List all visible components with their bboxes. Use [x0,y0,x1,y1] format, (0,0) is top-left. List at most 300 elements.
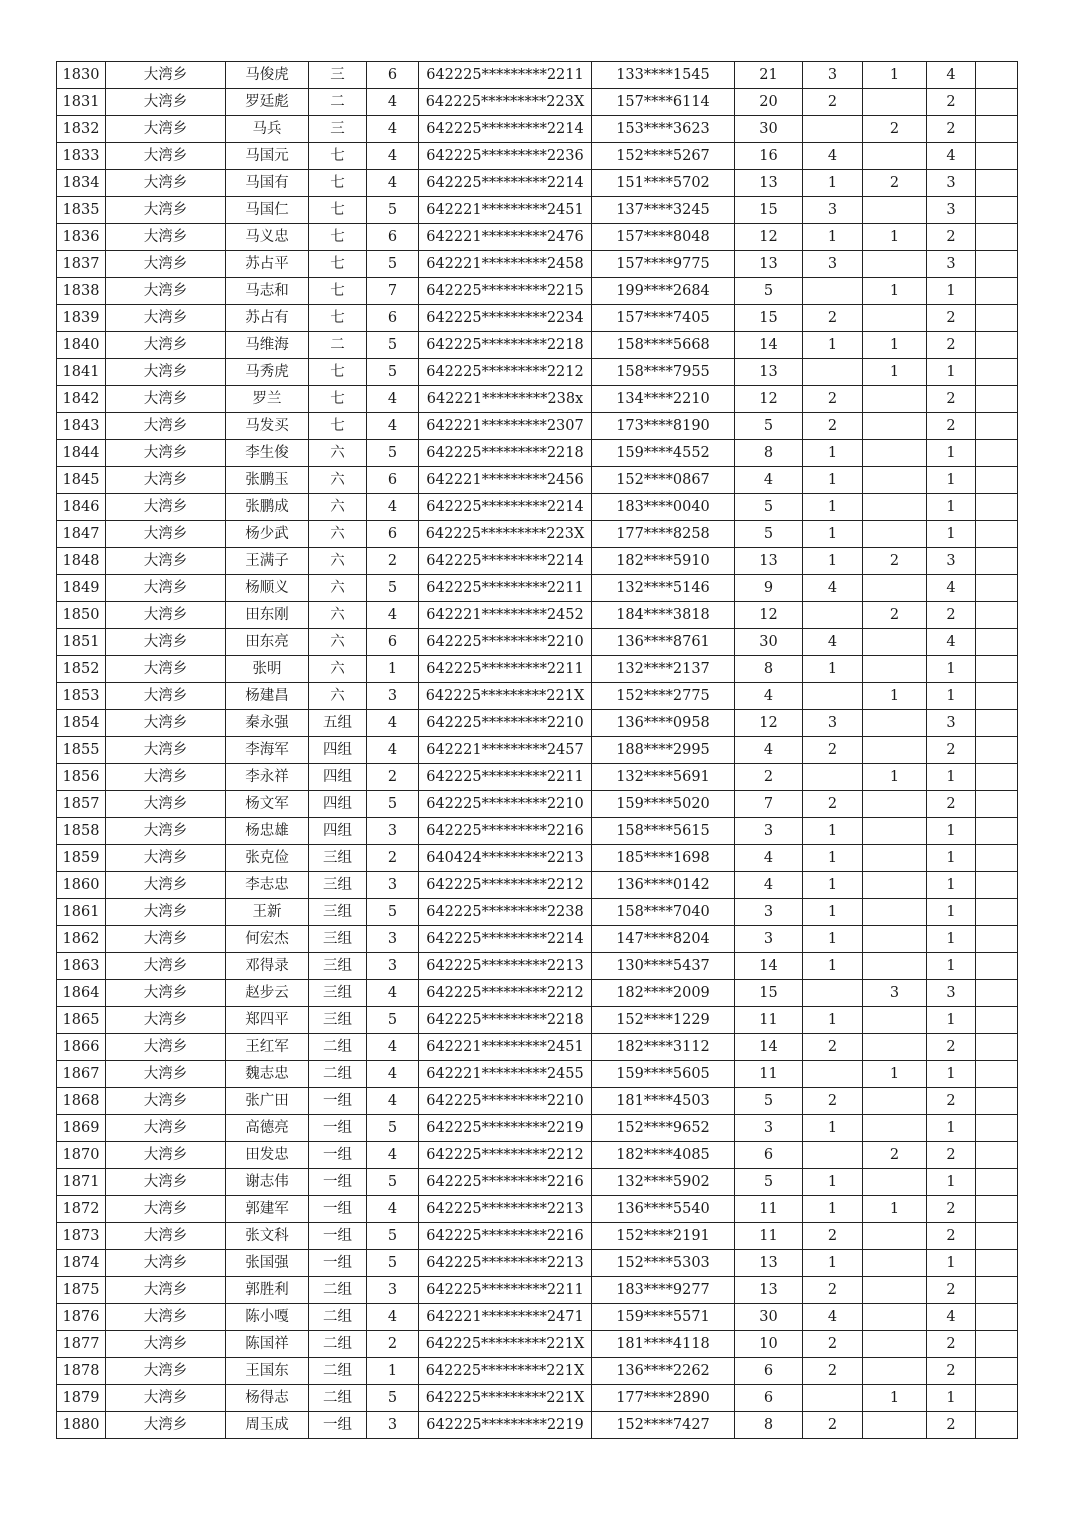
value4-cell: 4 [927,575,976,602]
name-cell: 田东刚 [226,602,309,629]
table-row [57,386,1018,413]
members-cell: 3 [367,926,419,953]
value4-cell: 2 [927,602,976,629]
id-number-cell: 642225*********2214 [419,170,592,197]
value2-cell [803,980,863,1007]
name-cell: 郭胜利 [226,1277,309,1304]
group-cell: 六 [309,656,367,683]
value2-cell: 1 [803,953,863,980]
township-cell: 大湾乡 [106,1007,226,1034]
phone-cell: 159****5020 [592,791,735,818]
group-cell: 六 [309,467,367,494]
township-cell: 大湾乡 [106,845,226,872]
value4-cell: 1 [927,359,976,386]
phone-cell: 158****7955 [592,359,735,386]
id-number-cell: 642225*********2214 [419,494,592,521]
table-row [57,980,1018,1007]
value3-cell [863,1169,927,1196]
value1-cell: 3 [735,1115,803,1142]
value2-cell: 1 [803,926,863,953]
table-row [57,278,1018,305]
row-number-cell: 1833 [57,143,106,170]
value1-cell: 9 [735,575,803,602]
group-cell: 三 [309,62,367,89]
township-cell: 大湾乡 [106,62,226,89]
value5-cell [976,332,1018,359]
value2-cell [803,278,863,305]
township-cell: 大湾乡 [106,980,226,1007]
value5-cell [976,1223,1018,1250]
row-number-cell: 1854 [57,710,106,737]
phone-cell: 158****5668 [592,332,735,359]
value1-cell: 15 [735,980,803,1007]
table-row [57,575,1018,602]
table-row [57,953,1018,980]
value2-cell: 1 [803,521,863,548]
value4-cell: 1 [927,656,976,683]
members-cell: 3 [367,683,419,710]
group-cell: 七 [309,359,367,386]
township-cell: 大湾乡 [106,251,226,278]
name-cell: 李海军 [226,737,309,764]
value3-cell [863,1088,927,1115]
table-row [57,872,1018,899]
value4-cell: 4 [927,143,976,170]
row-number-cell: 1843 [57,413,106,440]
township-cell: 大湾乡 [106,1223,226,1250]
table-row [57,359,1018,386]
township-cell: 大湾乡 [106,1331,226,1358]
value4-cell: 3 [927,710,976,737]
id-number-cell: 642225*********2238 [419,899,592,926]
value1-cell: 21 [735,62,803,89]
value3-cell [863,1034,927,1061]
group-cell: 二组 [309,1304,367,1331]
phone-cell: 132****2137 [592,656,735,683]
value1-cell: 5 [735,413,803,440]
row-number-cell: 1859 [57,845,106,872]
members-cell: 6 [367,224,419,251]
phone-cell: 159****5571 [592,1304,735,1331]
table-row [57,1169,1018,1196]
township-cell: 大湾乡 [106,413,226,440]
group-cell: 六 [309,602,367,629]
phone-cell: 185****1698 [592,845,735,872]
township-cell: 大湾乡 [106,1196,226,1223]
value4-cell: 2 [927,224,976,251]
value2-cell: 1 [803,494,863,521]
value3-cell: 1 [863,683,927,710]
township-cell: 大湾乡 [106,548,226,575]
group-cell: 六 [309,494,367,521]
value3-cell [863,953,927,980]
members-cell: 6 [367,305,419,332]
name-cell: 田东亮 [226,629,309,656]
table-row [57,656,1018,683]
members-cell: 6 [367,62,419,89]
value1-cell: 14 [735,953,803,980]
value4-cell: 1 [927,1250,976,1277]
value5-cell [976,1169,1018,1196]
group-cell: 一组 [309,1223,367,1250]
value1-cell: 5 [735,278,803,305]
id-number-cell: 642225*********2216 [419,1223,592,1250]
table-row [57,1385,1018,1412]
value4-cell: 2 [927,413,976,440]
members-cell: 3 [367,1277,419,1304]
township-cell: 大湾乡 [106,1250,226,1277]
value1-cell: 12 [735,386,803,413]
township-cell: 大湾乡 [106,89,226,116]
group-cell: 五组 [309,710,367,737]
name-cell: 张鹏成 [226,494,309,521]
row-number-cell: 1838 [57,278,106,305]
value4-cell: 2 [927,1142,976,1169]
value3-cell: 1 [863,1385,927,1412]
township-cell: 大湾乡 [106,737,226,764]
members-cell: 1 [367,1358,419,1385]
value2-cell: 3 [803,251,863,278]
id-number-cell: 642225*********221X [419,1331,592,1358]
id-number-cell: 642221*********2451 [419,197,592,224]
value1-cell: 5 [735,1169,803,1196]
value1-cell: 13 [735,359,803,386]
township-cell: 大湾乡 [106,764,226,791]
members-cell: 5 [367,251,419,278]
name-cell: 马志和 [226,278,309,305]
row-number-cell: 1831 [57,89,106,116]
value3-cell: 1 [863,62,927,89]
group-cell: 七 [309,305,367,332]
value3-cell: 1 [863,1061,927,1088]
value5-cell [976,1250,1018,1277]
table-body [57,62,1018,1439]
members-cell: 5 [367,1250,419,1277]
id-number-cell: 642221*********2471 [419,1304,592,1331]
name-cell: 张国强 [226,1250,309,1277]
value2-cell: 2 [803,1331,863,1358]
row-number-cell: 1837 [57,251,106,278]
members-cell: 4 [367,710,419,737]
value1-cell: 8 [735,1412,803,1439]
value4-cell: 2 [927,1358,976,1385]
phone-cell: 152****7427 [592,1412,735,1439]
row-number-cell: 1875 [57,1277,106,1304]
row-number-cell: 1851 [57,629,106,656]
value2-cell [803,764,863,791]
township-cell: 大湾乡 [106,1169,226,1196]
table-row [57,224,1018,251]
value1-cell: 14 [735,1034,803,1061]
township-cell: 大湾乡 [106,1061,226,1088]
members-cell: 4 [367,170,419,197]
table-row [57,764,1018,791]
value5-cell [976,197,1018,224]
members-cell: 4 [367,1142,419,1169]
id-number-cell: 642225*********2218 [419,440,592,467]
value2-cell [803,683,863,710]
id-number-cell: 642221*********2457 [419,737,592,764]
members-cell: 3 [367,1412,419,1439]
value3-cell [863,386,927,413]
value4-cell: 2 [927,737,976,764]
name-cell: 李生俊 [226,440,309,467]
row-number-cell: 1845 [57,467,106,494]
members-cell: 5 [367,197,419,224]
members-cell: 4 [367,737,419,764]
id-number-cell: 642225*********2211 [419,764,592,791]
value5-cell [976,143,1018,170]
row-number-cell: 1841 [57,359,106,386]
value2-cell [803,1385,863,1412]
name-cell: 苏占平 [226,251,309,278]
value3-cell: 1 [863,278,927,305]
phone-cell: 182****4085 [592,1142,735,1169]
members-cell: 6 [367,629,419,656]
value2-cell [803,359,863,386]
value3-cell [863,1358,927,1385]
value1-cell: 12 [735,710,803,737]
table-row [57,1331,1018,1358]
phone-cell: 130****5437 [592,953,735,980]
value5-cell [976,251,1018,278]
table-row [57,143,1018,170]
value3-cell [863,1007,927,1034]
group-cell: 一组 [309,1196,367,1223]
township-cell: 大湾乡 [106,818,226,845]
value3-cell [863,197,927,224]
township-cell: 大湾乡 [106,1277,226,1304]
value4-cell: 2 [927,1088,976,1115]
name-cell: 陈国祥 [226,1331,309,1358]
value5-cell [976,737,1018,764]
value2-cell: 2 [803,1088,863,1115]
value4-cell: 1 [927,926,976,953]
name-cell: 马国有 [226,170,309,197]
value1-cell: 30 [735,116,803,143]
value1-cell: 3 [735,926,803,953]
id-number-cell: 642225*********2218 [419,332,592,359]
value2-cell: 1 [803,1250,863,1277]
members-cell: 4 [367,602,419,629]
value5-cell [976,386,1018,413]
value3-cell [863,791,927,818]
members-cell: 5 [367,791,419,818]
table-row [57,602,1018,629]
value1-cell: 7 [735,791,803,818]
id-number-cell: 642225*********2214 [419,116,592,143]
members-cell: 4 [367,413,419,440]
table-row [57,1061,1018,1088]
group-cell: 二组 [309,1061,367,1088]
value4-cell: 4 [927,1304,976,1331]
table-row [57,548,1018,575]
group-cell: 六 [309,548,367,575]
phone-cell: 159****5605 [592,1061,735,1088]
value5-cell [976,521,1018,548]
value4-cell: 3 [927,197,976,224]
table-row [57,1304,1018,1331]
group-cell: 一组 [309,1250,367,1277]
value5-cell [976,1331,1018,1358]
value3-cell [863,1277,927,1304]
name-cell: 何宏杰 [226,926,309,953]
members-cell: 7 [367,278,419,305]
group-cell: 二 [309,89,367,116]
name-cell: 邓得录 [226,953,309,980]
table-row [57,467,1018,494]
id-number-cell: 642221*********238x [419,386,592,413]
name-cell: 赵步云 [226,980,309,1007]
value3-cell [863,251,927,278]
row-number-cell: 1866 [57,1034,106,1061]
table-row [57,1115,1018,1142]
value2-cell: 2 [803,791,863,818]
table-row [57,1196,1018,1223]
members-cell: 6 [367,521,419,548]
group-cell: 二组 [309,1034,367,1061]
members-cell: 2 [367,764,419,791]
value4-cell: 1 [927,1385,976,1412]
row-number-cell: 1877 [57,1331,106,1358]
group-cell: 六 [309,683,367,710]
group-cell: 三组 [309,953,367,980]
value3-cell [863,1412,927,1439]
table-row [57,440,1018,467]
group-cell: 四组 [309,791,367,818]
value5-cell [976,359,1018,386]
name-cell: 杨顺义 [226,575,309,602]
phone-cell: 157****7405 [592,305,735,332]
value4-cell: 2 [927,1196,976,1223]
value3-cell [863,575,927,602]
value3-cell [863,818,927,845]
row-number-cell: 1839 [57,305,106,332]
group-cell: 七 [309,143,367,170]
id-number-cell: 642225*********2215 [419,278,592,305]
value1-cell: 5 [735,521,803,548]
group-cell: 一组 [309,1088,367,1115]
township-cell: 大湾乡 [106,791,226,818]
value3-cell: 2 [863,1142,927,1169]
value1-cell: 6 [735,1142,803,1169]
table-row [57,1277,1018,1304]
id-number-cell: 642225*********2212 [419,359,592,386]
row-number-cell: 1856 [57,764,106,791]
phone-cell: 181****4118 [592,1331,735,1358]
group-cell: 三组 [309,845,367,872]
row-number-cell: 1868 [57,1088,106,1115]
table-row [57,845,1018,872]
id-number-cell: 642225*********2211 [419,656,592,683]
row-number-cell: 1835 [57,197,106,224]
table-row [57,791,1018,818]
id-number-cell: 642225*********2212 [419,872,592,899]
phone-cell: 183****0040 [592,494,735,521]
value5-cell [976,467,1018,494]
value2-cell: 1 [803,1169,863,1196]
group-cell: 三组 [309,1007,367,1034]
township-cell: 大湾乡 [106,197,226,224]
name-cell: 王新 [226,899,309,926]
value2-cell: 1 [803,1115,863,1142]
table-row [57,737,1018,764]
id-number-cell: 642225*********2219 [419,1115,592,1142]
row-number-cell: 1853 [57,683,106,710]
value4-cell: 3 [927,980,976,1007]
value3-cell [863,926,927,953]
table-row [57,1412,1018,1439]
value1-cell: 4 [735,845,803,872]
row-number-cell: 1862 [57,926,106,953]
value1-cell: 15 [735,197,803,224]
name-cell: 张克俭 [226,845,309,872]
value5-cell [976,953,1018,980]
value2-cell: 1 [803,548,863,575]
members-cell: 3 [367,818,419,845]
row-number-cell: 1830 [57,62,106,89]
table-row [57,116,1018,143]
value5-cell [976,899,1018,926]
township-cell: 大湾乡 [106,1304,226,1331]
group-cell: 三组 [309,980,367,1007]
phone-cell: 158****5615 [592,818,735,845]
id-number-cell: 642221*********2476 [419,224,592,251]
value3-cell: 1 [863,1196,927,1223]
members-cell: 3 [367,953,419,980]
row-number-cell: 1850 [57,602,106,629]
id-number-cell: 642225*********2210 [419,710,592,737]
row-number-cell: 1871 [57,1169,106,1196]
value5-cell [976,305,1018,332]
value5-cell [976,170,1018,197]
value2-cell: 2 [803,413,863,440]
name-cell: 马发买 [226,413,309,440]
value3-cell [863,1331,927,1358]
value1-cell: 12 [735,602,803,629]
township-cell: 大湾乡 [106,1412,226,1439]
value5-cell [976,656,1018,683]
township-cell: 大湾乡 [106,1088,226,1115]
value5-cell [976,1277,1018,1304]
phone-cell: 151****5702 [592,170,735,197]
value4-cell: 1 [927,278,976,305]
group-cell: 二组 [309,1385,367,1412]
name-cell: 王红军 [226,1034,309,1061]
members-cell: 4 [367,1304,419,1331]
value5-cell [976,1088,1018,1115]
group-cell: 七 [309,251,367,278]
value1-cell: 15 [735,305,803,332]
id-number-cell: 642225*********2212 [419,1142,592,1169]
phone-cell: 152****5303 [592,1250,735,1277]
value4-cell: 3 [927,170,976,197]
value3-cell [863,521,927,548]
value3-cell [863,845,927,872]
value3-cell: 2 [863,170,927,197]
members-cell: 5 [367,1169,419,1196]
value1-cell: 20 [735,89,803,116]
members-cell: 4 [367,1034,419,1061]
value5-cell [976,116,1018,143]
value2-cell: 4 [803,1304,863,1331]
township-cell: 大湾乡 [106,116,226,143]
value3-cell [863,872,927,899]
table-row [57,305,1018,332]
table-row [57,1088,1018,1115]
value3-cell [863,1223,927,1250]
value3-cell [863,413,927,440]
